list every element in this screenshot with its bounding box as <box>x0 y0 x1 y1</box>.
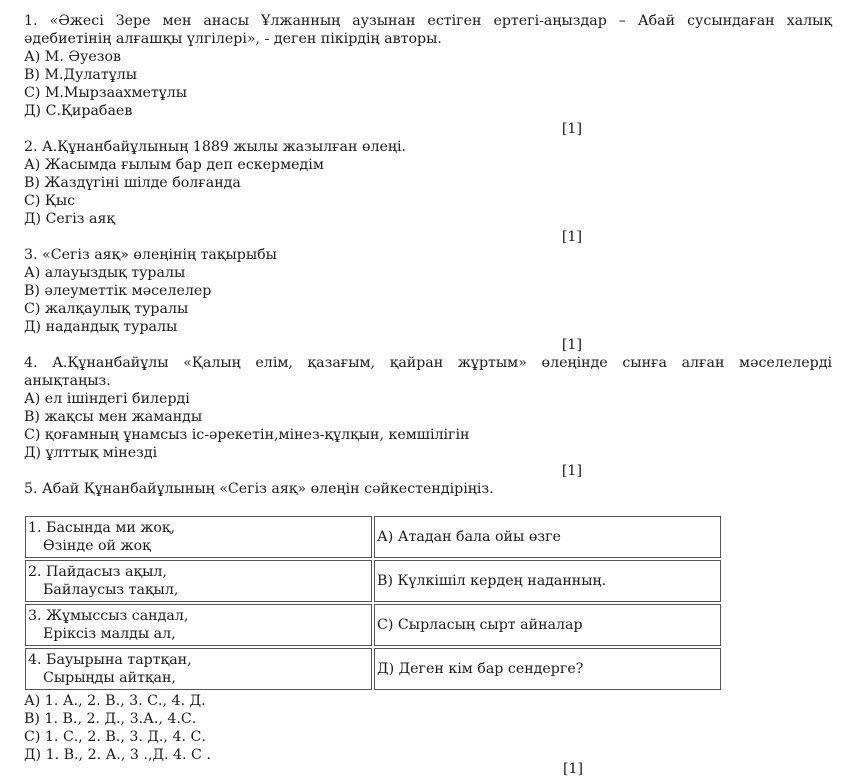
option: В) М.Дулатұлы <box>24 67 138 83</box>
match-right-cell: В) Күлкішіл кердең наданның. <box>374 560 721 602</box>
option: В) әлеуметтік мәселелер <box>24 283 212 299</box>
option: С) жалқаулық туралы <box>24 301 189 317</box>
option: Д) Сегіз аяқ <box>24 211 116 227</box>
question-2 <box>24 138 832 246</box>
poem-line: Еріксіз малды ал, <box>43 625 176 642</box>
poem-line: 1. Басында ми жоқ, <box>28 519 176 536</box>
score-mark: [1] <box>561 337 582 353</box>
question-3 <box>24 246 832 354</box>
option: А) М. Әуезов <box>24 49 121 65</box>
poem-line: 2. Пайдасыз ақыл, <box>28 563 167 580</box>
poem-line: 3. Жұмыссыз сандал, <box>28 607 189 624</box>
match-left-cell <box>25 516 372 558</box>
match-left-cell <box>25 648 372 690</box>
option: С) Қыс <box>24 193 76 209</box>
poem-line: 4. Бауырына тартқан, <box>28 651 192 668</box>
match-right-cell: А) Атадан бала ойы өзге <box>374 516 721 558</box>
score-mark: [1] <box>561 229 582 245</box>
option: А) алауыздық туралы <box>24 265 186 281</box>
match-answer-options <box>24 692 832 764</box>
score-mark: [1] <box>563 761 584 777</box>
option: Д) ұлттық мінезді <box>24 445 158 461</box>
option: А) ел ішіндегі билерді <box>24 391 190 407</box>
poem-line: Сырыңды айтқан, <box>43 669 176 686</box>
question-text: 1. «Әжесі Зере мен анасы Ұлжанның аузынан естіген ертегі-аңыздар – Абай сусындаған халық <box>24 13 832 29</box>
option: В) Жаздүгіні шілде болғанда <box>24 175 241 191</box>
question-4 <box>24 354 832 480</box>
question-1 <box>24 12 832 138</box>
option: Д) 1. В., 2. А., 3 .,Д. 4. С . <box>24 747 211 763</box>
poem-line: Өзінде ой жоқ <box>43 537 151 554</box>
question-text-cont: анықтаңыз. <box>24 373 111 389</box>
option: В) 1. В., 2. Д., 3.А., 4.С. <box>24 711 197 727</box>
matching-table <box>23 514 723 692</box>
option: С) қоғамның ұнамсыз іс-әрекетін,мінез-құлқын, кемшілігін <box>24 427 470 443</box>
question-5 <box>24 480 832 764</box>
match-left-cell <box>25 560 372 602</box>
test-document <box>24 12 832 764</box>
score-mark: [1] <box>561 463 582 479</box>
table-row <box>25 516 721 558</box>
option: В) жақсы мен жаманды <box>24 409 203 425</box>
question-text: 3. «Сегіз аяқ» өлеңінің тақырыбы <box>24 247 277 263</box>
table-row <box>25 648 721 690</box>
table-row <box>25 560 721 602</box>
question-text-cont: әдебиетінің алғашқы үлгілері», - деген пікірдің авторы. <box>24 31 442 47</box>
question-text: 2. А.Құнанбайұлының 1889 жылы жазылған өлеңі. <box>24 139 407 155</box>
option: А) 1. А., 2. В., 3. С., 4. Д. <box>24 693 206 709</box>
match-left-cell <box>25 604 372 646</box>
score-mark: [1] <box>561 121 582 137</box>
poem-line: Байлаусыз тақыл, <box>43 581 179 598</box>
option: С) 1. С., 2. В., 3. Д., 4. С. <box>24 729 206 745</box>
option: С) М.Мырзаахметұлы <box>24 85 188 101</box>
option: А) Жасымда ғылым бар деп ескермедім <box>24 157 324 173</box>
match-right-cell: Д) Деген кім бар сендерге? <box>374 648 721 690</box>
option: Д) С.Қирабаев <box>24 103 133 119</box>
table-row <box>25 604 721 646</box>
question-text: 5. Абай Құнанбайұлының «Сегіз аяқ» өлеңін сәйкестендіріңіз. <box>24 481 494 497</box>
question-text: 4. А.Құнанбайұлы «Қалың елім, қазағым, қайран жұртым» өлеңінде сынға алған мәселелерді <box>24 355 832 371</box>
match-right-cell: С) Сырласың сырт айналар <box>374 604 721 646</box>
option: Д) надандық туралы <box>24 319 178 335</box>
